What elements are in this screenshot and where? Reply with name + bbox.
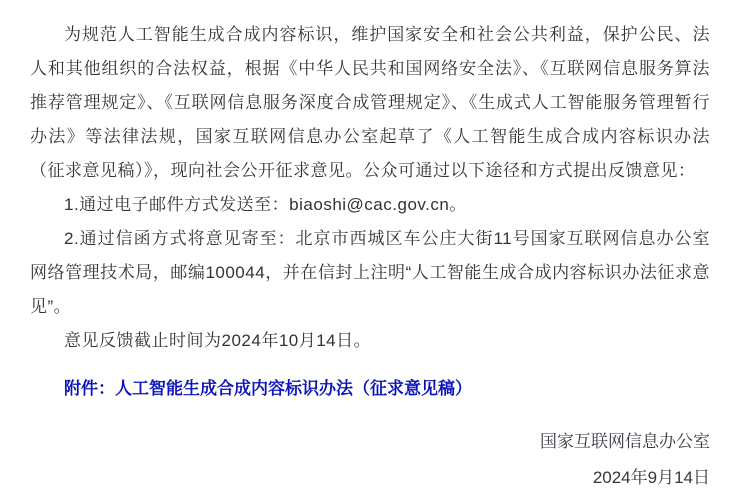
attachment-link[interactable]: 附件：人工智能生成合成内容标识办法（征求意见稿）: [64, 379, 472, 398]
paragraph-deadline: 意见反馈截止时间为2024年10月14日。: [64, 331, 372, 350]
signature-date: 2024年9月14日: [592, 468, 710, 487]
signature-org: 国家互联网信息办公室: [540, 432, 710, 451]
paragraph-feedback-mail: 2.通过信函方式将意见寄至：北京市西城区车公庄大街11号国家互联网信息办公室网络管理技术局，邮编100044，并在信封上注明“人工智能生成合成内容标识办法征求意见”。: [30, 229, 710, 316]
paragraph-intro: 为规范人工智能生成合成内容标识，维护国家安全和社会公共利益，保护公民、法人和其他组织的合法权益，根据《中华人民共和国网络安全法》、《互联网信息服务算法推荐管理规定》、《互联网信息服务深度合成管理规定》、《生成式人工智能服务管理暂行办法》等法律法规，国家互联网信息办公室起草了《人工智能生成合成内容标识办法（征求意见稿）》，现向社会公开征求意见。公众可通过以下途径和方式提出反馈意见：: [30, 25, 710, 180]
paragraph-feedback-email: 1.通过电子邮件方式发送至：biaoshi@cac.gov.cn。: [64, 195, 467, 214]
